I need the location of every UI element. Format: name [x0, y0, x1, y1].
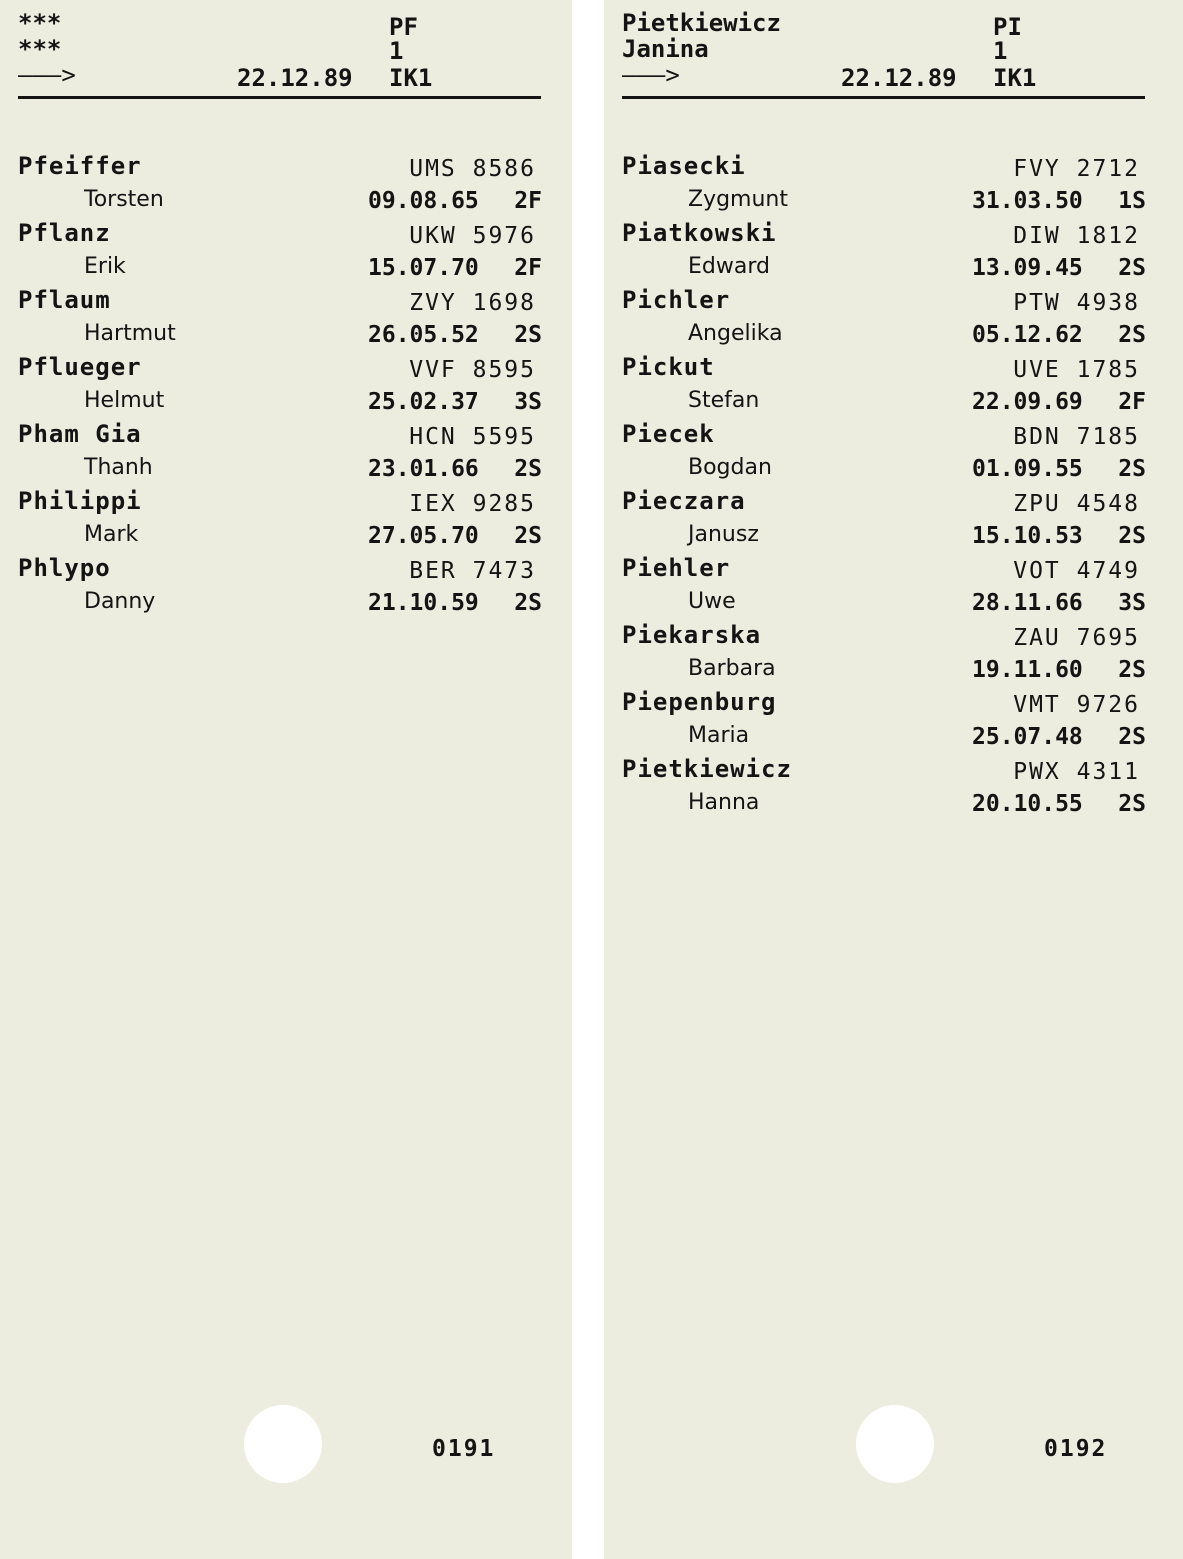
class-code: 2S — [514, 590, 542, 616]
header-code: IK1 — [993, 64, 1037, 92]
card-number: 0192 — [1044, 1436, 1108, 1462]
record-code: UMS 8586 — [409, 156, 536, 182]
birth-date: 27.05.70 — [368, 523, 479, 549]
birth-date: 19.11.60 — [972, 657, 1083, 683]
record-code: UKW 5976 — [409, 223, 536, 249]
birth-date: 23.01.66 — [368, 456, 479, 482]
given-name: Bogdan — [688, 455, 772, 480]
list-item — [18, 353, 548, 420]
surname: Pham Gia — [18, 420, 142, 448]
header-date: 22.12.89 — [841, 64, 957, 92]
given-name: Zygmunt — [688, 187, 788, 212]
header-rule — [622, 96, 1145, 99]
birth-date: 21.10.59 — [368, 590, 479, 616]
header-date: 22.12.89 — [237, 64, 353, 92]
class-code: 3S — [1118, 590, 1146, 616]
birth-date: 20.10.55 — [972, 791, 1083, 817]
list-item — [622, 219, 1152, 286]
given-name: Thanh — [84, 455, 153, 480]
entry-list — [18, 152, 548, 621]
class-code: 2S — [1118, 523, 1146, 549]
record-code: VVF 8595 — [409, 357, 536, 383]
class-code: 2S — [514, 523, 542, 549]
record-code: DIW 1812 — [1013, 223, 1140, 249]
punch-hole — [244, 1405, 322, 1483]
class-code: 2S — [1118, 657, 1146, 683]
birth-date: 05.12.62 — [972, 322, 1083, 348]
class-code: 3S — [514, 389, 542, 415]
given-name: Stefan — [688, 388, 760, 413]
header-line1-left: *** — [18, 9, 62, 37]
header-line1-right: PI — [993, 13, 1022, 41]
punch-hole — [856, 1405, 934, 1483]
surname: Piecek — [622, 420, 715, 448]
birth-date: 28.11.66 — [972, 590, 1083, 616]
arrow-icon: ———> — [622, 61, 680, 89]
list-item — [18, 420, 548, 487]
surname: Pieczara — [622, 487, 746, 515]
class-code: 2S — [514, 322, 542, 348]
header-line2-right: 1 — [993, 37, 1008, 65]
list-item — [622, 286, 1152, 353]
header-code: IK1 — [389, 64, 433, 92]
given-name: Uwe — [688, 589, 736, 614]
surname: Pickut — [622, 353, 715, 381]
class-code: 2F — [514, 188, 542, 214]
surname: Pfeiffer — [18, 152, 142, 180]
list-item — [18, 554, 548, 621]
given-name: Angelika — [688, 321, 783, 346]
record-code: HCN 5595 — [409, 424, 536, 450]
given-name: Hanna — [688, 790, 760, 815]
list-item — [622, 152, 1152, 219]
list-item — [18, 487, 548, 554]
birth-date: 01.09.55 — [972, 456, 1083, 482]
header-line2-left: *** — [18, 35, 62, 63]
record-code: PTW 4938 — [1013, 290, 1140, 316]
given-name: Torsten — [84, 187, 164, 212]
given-name: Edward — [688, 254, 770, 279]
record-code: ZPU 4548 — [1013, 491, 1140, 517]
surname: Piasecki — [622, 152, 746, 180]
surname: Philippi — [18, 487, 142, 515]
arrow-icon: ———> — [18, 61, 76, 89]
class-code: 2S — [514, 456, 542, 482]
entry-list — [622, 152, 1152, 822]
given-name: Erik — [84, 254, 126, 279]
surname: Piekarska — [622, 621, 762, 649]
class-code: 2S — [1118, 791, 1146, 817]
class-code: 2S — [1118, 724, 1146, 750]
class-code: 2S — [1118, 255, 1146, 281]
record-code: VMT 9726 — [1013, 692, 1140, 718]
given-name: Hartmut — [84, 321, 176, 346]
card-number: 0191 — [432, 1436, 496, 1462]
class-code: 2S — [1118, 322, 1146, 348]
index-card-left — [0, 0, 572, 1559]
record-code: BDN 7185 — [1013, 424, 1140, 450]
birth-date: 31.03.50 — [972, 188, 1083, 214]
record-code: FVY 2712 — [1013, 156, 1140, 182]
header-line2-right: 1 — [389, 37, 404, 65]
list-item — [622, 353, 1152, 420]
class-code: 1S — [1118, 188, 1146, 214]
birth-date: 25.02.37 — [368, 389, 479, 415]
record-code: IEX 9285 — [409, 491, 536, 517]
given-name: Maria — [688, 723, 750, 748]
birth-date: 15.10.53 — [972, 523, 1083, 549]
birth-date: 25.07.48 — [972, 724, 1083, 750]
birth-date: 09.08.65 — [368, 188, 479, 214]
birth-date: 13.09.45 — [972, 255, 1083, 281]
header-line1-left: Pietkiewicz — [622, 9, 781, 37]
header-line2-left: Janina — [622, 35, 709, 63]
given-name: Mark — [84, 522, 139, 547]
birth-date: 22.09.69 — [972, 389, 1083, 415]
list-item — [18, 219, 548, 286]
surname: Pflanz — [18, 219, 111, 247]
birth-date: 15.07.70 — [368, 255, 479, 281]
given-name: Helmut — [84, 388, 165, 413]
card-header — [18, 10, 543, 106]
list-item — [622, 688, 1152, 755]
class-code: 2F — [1118, 389, 1146, 415]
record-code: UVE 1785 — [1013, 357, 1140, 383]
record-code: VOT 4749 — [1013, 558, 1140, 584]
list-item — [622, 420, 1152, 487]
given-name: Barbara — [688, 656, 776, 681]
header-rule — [18, 96, 541, 99]
record-code: BER 7473 — [409, 558, 536, 584]
given-name: Janusz — [688, 522, 759, 547]
list-item — [622, 554, 1152, 621]
header-line1-right: PF — [389, 13, 418, 41]
list-item — [622, 755, 1152, 822]
list-item — [18, 286, 548, 353]
surname: Pichler — [622, 286, 731, 314]
surname: Piehler — [622, 554, 731, 582]
surname: Pflueger — [18, 353, 142, 381]
given-name: Danny — [84, 589, 156, 614]
surname: Piepenburg — [622, 688, 777, 716]
record-code: PWX 4311 — [1013, 759, 1140, 785]
card-header — [622, 10, 1147, 106]
class-code: 2S — [1118, 456, 1146, 482]
surname: Phlypo — [18, 554, 111, 582]
surname: Pflaum — [18, 286, 111, 314]
list-item — [622, 621, 1152, 688]
surname: Pietkiewicz — [622, 755, 792, 783]
record-code: ZAU 7695 — [1013, 625, 1140, 651]
list-item — [18, 152, 548, 219]
birth-date: 26.05.52 — [368, 322, 479, 348]
surname: Piatkowski — [622, 219, 777, 247]
class-code: 2F — [514, 255, 542, 281]
list-item — [622, 487, 1152, 554]
index-card-right — [604, 0, 1183, 1559]
record-code: ZVY 1698 — [409, 290, 536, 316]
